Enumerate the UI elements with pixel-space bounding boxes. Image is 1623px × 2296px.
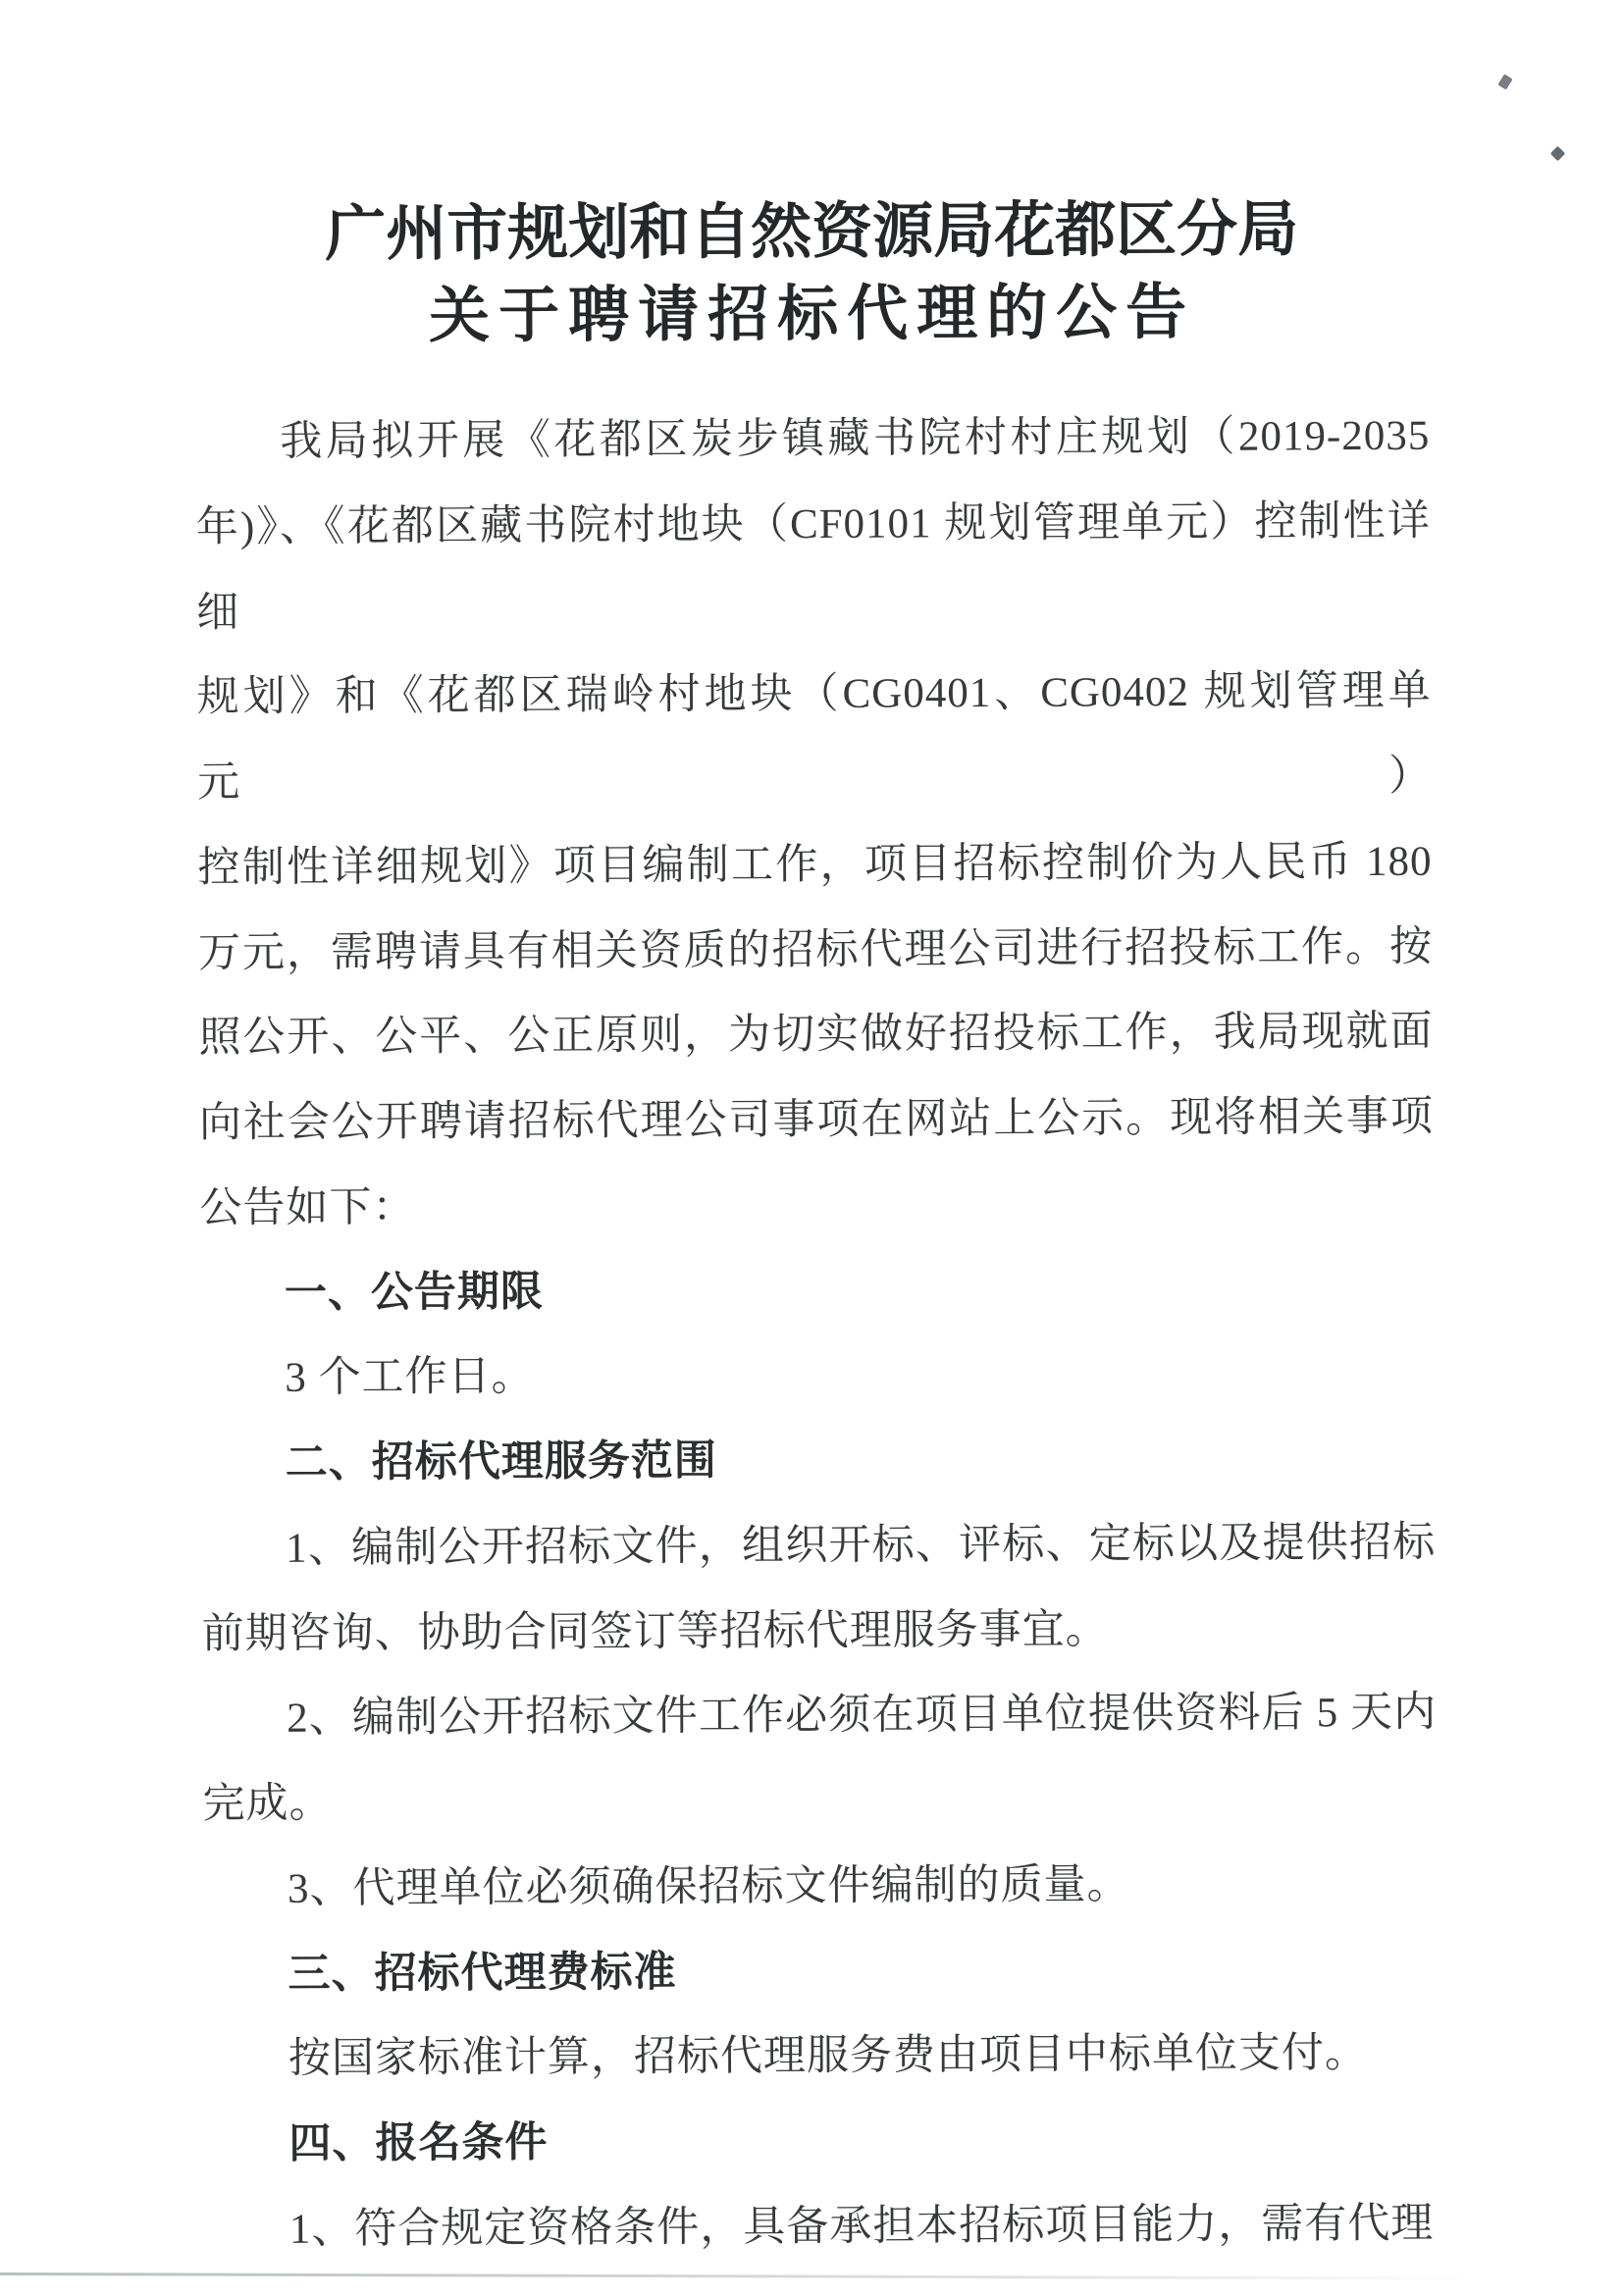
list-item-line: 2、编制公开招标文件工作必须在项目单位提供资料后 5 天内 — [287, 1689, 1438, 1743]
scan-artifact-line — [0, 2272, 1482, 2280]
document-text — [195, 394, 1440, 2273]
title-line-2: 关于聘请招标代理的公告 — [428, 279, 1196, 351]
list-item-line: 完成。 — [202, 1780, 333, 1828]
section-heading-1: 一、公告期限 — [284, 1268, 544, 1317]
paragraph-line: 向社会公开聘请招标代理公司事项在网站上公示。现将相关事项 — [198, 1093, 1435, 1147]
section-heading-2: 二、招标代理服务范围 — [285, 1437, 717, 1487]
list-item-line: 3、代理单位必须确保招标文件编制的质量。 — [287, 1861, 1130, 1912]
list-item-line: 前期咨询、协助合同签订等招标代理服务事宜。 — [201, 1605, 1109, 1657]
paragraph-line: 照公开、公平、公正原则，为切实做好招投标工作，我局现就面 — [198, 1008, 1434, 1062]
scan-speck — [1497, 74, 1512, 89]
section-heading-4: 四、报名条件 — [288, 2119, 549, 2167]
title-line-1: 广州市规划和自然资源局花都区分局 — [325, 196, 1299, 269]
paragraph-line: 3 个工作日。 — [285, 1353, 535, 1402]
paragraph-line: 控制性详细规划》项目编制工作，项目招标控制价为人民币 180 — [197, 838, 1433, 892]
document-body — [194, 188, 1440, 2273]
scan-speck — [1550, 146, 1566, 162]
list-item-line: 1、编制公开招标文件，组织开标、评标、定标以及提供招标 — [286, 1519, 1437, 1572]
paragraph-line: 年)》、《花都区藏书院村地块（CF0101 规划管理单元）控制性详细 — [195, 497, 1431, 636]
list-item-line: 1、符合规定资格条件，具备承担本招标项目能力，需有代理 — [288, 2200, 1435, 2253]
paragraph-line: 按国家标准计算，招标代理服务费由项目中标单位支付。 — [288, 2030, 1369, 2083]
paragraph-line: 公告如下： — [199, 1183, 416, 1232]
document-title — [194, 188, 1430, 360]
paragraph-line: 万元，需聘请具有相关资质的招标代理公司进行招投标工作。按 — [197, 923, 1434, 976]
section-heading-3: 三、招标代理费标准 — [288, 1949, 677, 1998]
paragraph-line: 规划》和《花都区瑞岭村地块（CG0401、CG0402 规划管理单元） — [196, 667, 1433, 807]
paragraph-line: 我局拟开展《花都区炭步镇藏书院村村庄规划（2019-2035 — [280, 412, 1431, 465]
